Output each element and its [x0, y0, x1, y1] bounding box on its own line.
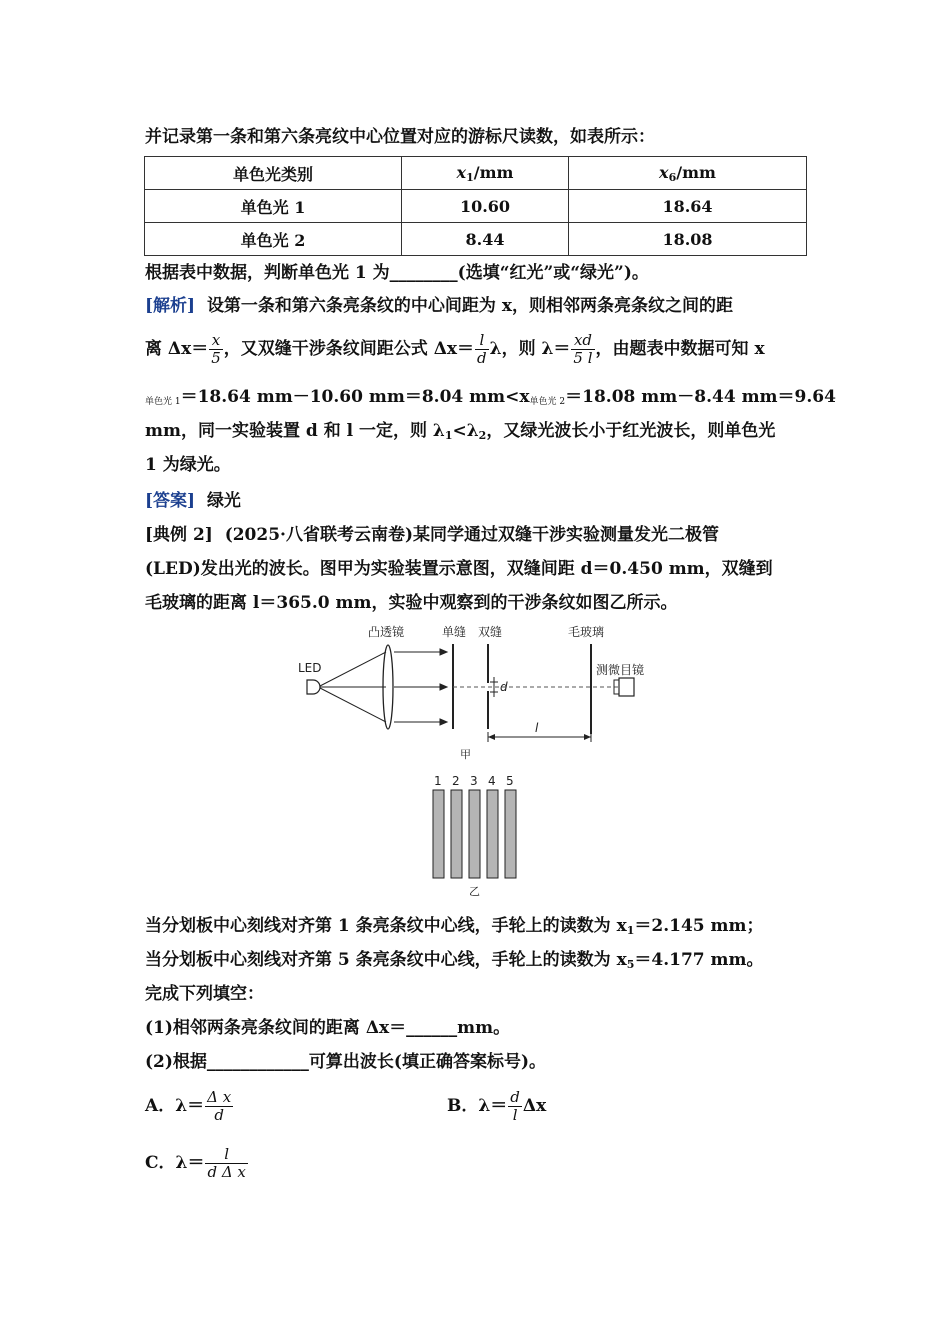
example-line-1: [典例 2] (2025·八省联考云南卷)某同学通过双缝干涉实验测量发光二极管: [145, 525, 720, 545]
example-line-2: (LED)发出光的波长。图甲为实验装置示意图，双缝间距 d＝0.450 mm，双缝到: [145, 559, 773, 579]
fringe-3: [469, 790, 480, 878]
question-line: 根据表中数据，判断单色光 1 为________(选填“红光”或“绿光”)。: [145, 263, 649, 283]
data-table: [144, 156, 807, 256]
analysis-line-3: 单色光 1＝18.64 mm－10.60 mm＝8.04 mm<x单色光 2＝18.08 mm－8.44 mm＝9.64: [145, 387, 836, 407]
answer-tag: [答案]: [145, 491, 196, 511]
label-double-slit: 双缝: [478, 625, 503, 639]
label-lens: 凸透镜: [368, 625, 405, 639]
row-x6: 18.08: [569, 223, 807, 256]
analysis-line-4: mm，同一实验装置 d 和 l 一定，则 $\lambda_1<\lambda_2$，又绿光波长小于红光波长，则单色光: [145, 421, 776, 442]
analysis-line-1: [解析] 设第一条和第六条亮条纹的中心间距为 x，则相邻两条亮条纹之间的距: [145, 296, 733, 316]
option-c: C．λ＝ $\frac{l}{\text{d Δ x}}$: [145, 1145, 246, 1181]
row-x1: 8.44: [402, 223, 569, 256]
answer-line: [145, 491, 241, 511]
table-header-row: [145, 157, 807, 190]
led-icon: [307, 680, 320, 694]
fraction-xd-over-5l: $\frac{xd}{5 l}$: [573, 331, 593, 367]
svg-text:2: 2: [452, 774, 460, 788]
body-line-1: 当分划板中心刻线对齐第 1 条亮条纹中心线，手轮上的读数为 $x_1=2.145$ mm；: [145, 916, 764, 937]
option-b: B．λ＝ $\frac{d}{l}$ Δx: [447, 1088, 547, 1124]
row-x6: 18.64: [569, 190, 807, 223]
svg-text:4: 4: [488, 774, 496, 788]
label-l: l: [535, 721, 539, 735]
label-eyepiece: 测微目镜: [596, 663, 645, 677]
intro-text: 并记录第一条和第六条亮纹中心位置对应的游标尺读数，如表所示：: [145, 127, 655, 147]
row-label: 单色光 1: [145, 190, 402, 223]
analysis-line-5: 1 为绿光。: [145, 455, 231, 475]
table-row: [145, 223, 807, 256]
eyepiece-icon: [619, 678, 634, 696]
row-label: 单色光 2: [145, 223, 402, 256]
label-led: LED: [298, 661, 322, 675]
fringe-5: [505, 790, 516, 878]
fraction-l-over-d: $\frac{l}{d}$: [477, 331, 487, 367]
example-line-3: 毛玻璃的距离 l＝365.0 mm，实验中观察到的干涉条纹如图乙所示。: [145, 593, 678, 613]
header-x6: $x_6/mm$: [569, 157, 807, 190]
table-row: [145, 190, 807, 223]
svg-text:5: 5: [506, 774, 514, 788]
body-line-2: 当分划板中心刻线对齐第 5 条亮条纹中心线，手轮上的读数为 $x_5=4.177$ mm。: [145, 950, 764, 971]
question-1: (1)相邻两条亮条纹间的距离 Δx＝______mm。: [145, 1018, 511, 1038]
option-a: A．λ＝ $\frac{\text{Δ x}}{d}$: [145, 1088, 232, 1124]
question-2: (2)根据____________可算出波长(填正确答案标号)。: [145, 1052, 547, 1072]
label-d: d: [500, 680, 508, 694]
row-x1: 10.60: [402, 190, 569, 223]
label-ground-glass: 毛玻璃: [568, 625, 605, 639]
analysis-tag: [解析]: [145, 296, 196, 316]
body-line-3: 完成下列填空：: [145, 984, 264, 1004]
analysis-line-2: 离 Δx＝ $\frac{x}{5}$ ，又双缝干涉条纹间距公式 Δx＝ $\frac{l}{d}$ λ，则 λ＝ $\frac{xd}{5 l}$ ，由题表中数据可知 x: [145, 331, 765, 367]
label-single-slit: 单缝: [442, 625, 467, 639]
fringe-4: [487, 790, 498, 878]
header-x1: $x_1/mm$: [402, 157, 569, 190]
example-tag: [典例 2]: [145, 525, 213, 545]
answer-text: 绿光: [206, 491, 241, 511]
fringe-1: [433, 790, 444, 878]
svg-text:1: 1: [434, 774, 442, 788]
svg-text:3: 3: [470, 774, 478, 788]
label-jia: 甲: [460, 748, 471, 761]
fringe-2: [451, 790, 462, 878]
experiment-figure: [290, 620, 670, 900]
fraction-x-over-5: $\frac{x}{5}$: [211, 331, 221, 367]
label-yi: 乙: [469, 885, 480, 898]
header-category: 单色光类别: [145, 157, 402, 190]
